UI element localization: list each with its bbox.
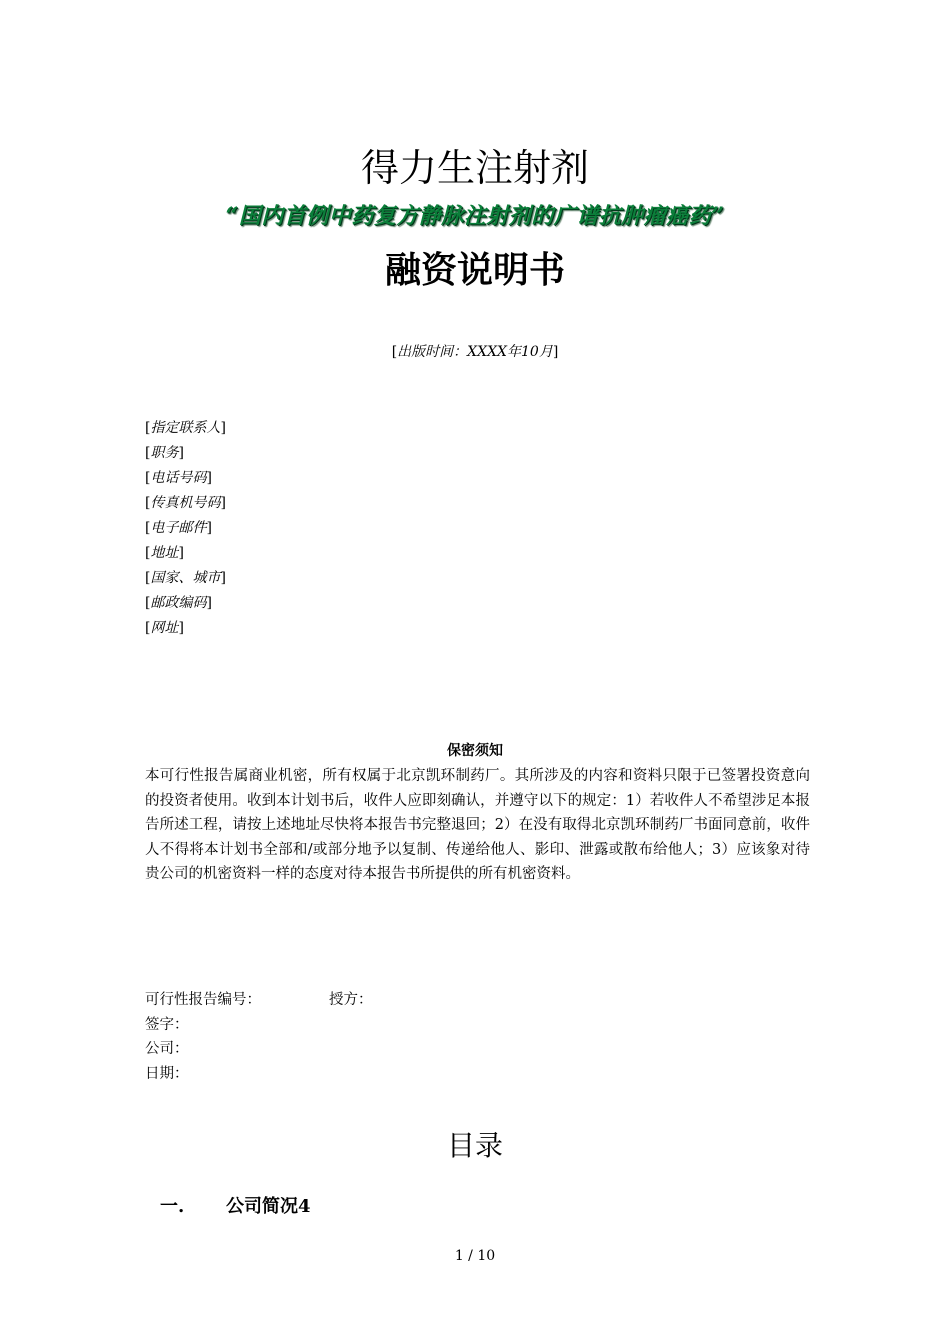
signature-block	[145, 988, 373, 1086]
contact-field: [指定联系人]	[145, 420, 226, 436]
date-label: 日期：	[145, 1065, 189, 1082]
pubdate-bracket-open: [	[391, 344, 398, 360]
toc-item-number: 一.	[160, 1196, 185, 1217]
pubdate-text: 出版时间：XXXX年10月	[397, 344, 553, 360]
contact-field: [职务]	[145, 445, 184, 461]
contact-field: [地址]	[145, 545, 184, 561]
contact-info-list	[145, 416, 226, 641]
contact-field: [电子邮件]	[145, 520, 212, 536]
toc-item-page: 4	[298, 1196, 311, 1217]
sign-label: 签字：	[145, 1016, 189, 1033]
report-number-row	[145, 988, 373, 1013]
page-indicator: 1 / 10	[454, 1248, 496, 1264]
toc-item[interactable]	[160, 1193, 311, 1221]
grantee-label: 授方：	[329, 992, 373, 1008]
cover-subtitle: “国内首例中药复方静脉注射剂的广谱抗肿瘤癌药”	[225, 203, 725, 229]
contact-field: [邮政编码]	[145, 595, 212, 611]
confidentiality-body: 本可行性报告属商业机密，所有权属于北京凯环制药厂。其所涉及的内容和资料只限于已签署投资意向的投资者使用。收到本计划书后，收件人应即刻确认，并遵守以下的规定：1）若收件人不希望涉足本报告所述工程，请按上述地址尽快将本报告书完整退回；2）在没有取得北京凯环制药厂书面同意前，收件人不得将本计划书全部和/或部分地予以复制、传递给他人、影印、泄露或散布给他人；3）应该象对待贵公司的机密资料一样的态度对待本报告书所提供的所有机密资料。	[145, 768, 810, 883]
confidentiality-heading: 保密须知	[447, 743, 503, 759]
cover-title: 得力生注射剂	[360, 146, 589, 190]
contact-field: [电话号码]	[145, 470, 212, 486]
pubdate-bracket-close: ]	[552, 344, 559, 360]
toc-item-label: 公司简况	[226, 1196, 298, 1217]
document-title: 融资说明书	[384, 249, 565, 291]
contact-field: [传真机号码]	[145, 495, 226, 511]
company-label: 公司：	[145, 1041, 189, 1057]
publication-date	[0, 342, 950, 362]
contact-field: [网址]	[145, 620, 184, 636]
report-number-label: 可行性报告编号：	[145, 992, 261, 1008]
toc-title: 目录	[446, 1129, 503, 1162]
contact-field: [国家、城市]	[145, 570, 226, 586]
